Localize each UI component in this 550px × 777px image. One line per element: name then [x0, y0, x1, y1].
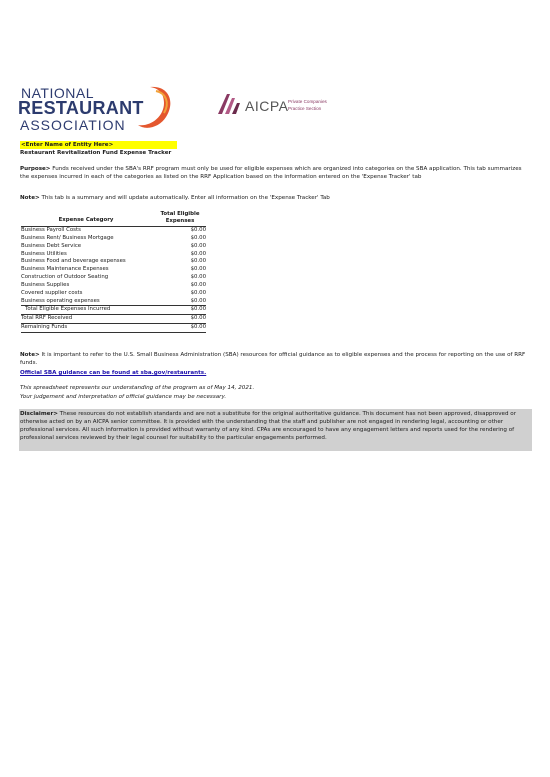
row-value: $0.00 [190, 242, 206, 249]
row-label: Business Debt Service [21, 242, 82, 249]
header-total-eligible: Total Eligible Expenses [160, 211, 200, 225]
table-row [21, 298, 206, 307]
note-summary-text: This tab is a summary and will update automatically. Enter all information on the 'Expense Tracker' Tab [39, 195, 330, 201]
table-row [21, 235, 206, 243]
row-value: $0.00 [190, 266, 206, 273]
purpose-lead: Purpose> [20, 166, 51, 172]
row-value: $0.00 [190, 306, 206, 313]
row-label: Total Eligible Expenses Incurred [25, 306, 111, 313]
table-row-total-rrf [21, 314, 206, 323]
row-label: Business Rent/ Business Mortgage [21, 234, 114, 241]
table-row-remaining [21, 323, 206, 333]
purpose-text: Funds received under the SBA's RRF program must only be used for eligible expenses which are organized into categories on the SBA application. This tab summarizes the expenses incurred in each of the categories as listed on the RRF Application based on the information entered on the 'Expense Tracker' tab [20, 166, 522, 181]
aicpa-wordmark: AICPA [245, 98, 289, 114]
sba-guidance-link[interactable]: Official SBA guidance can be found at sba.gov/restaurants. [20, 370, 207, 376]
nra-logo-line3: ASSOCIATION [20, 117, 126, 133]
note-sba-resources [20, 351, 540, 367]
row-value: $0.00 [190, 250, 206, 257]
disclaimer-text: These resources do not establish standards and are not a substitute for the original authoritative guidance. This document has not been approved, disapproved or otherwise acted on by an AICPA senior committee. It is provided with the understanding that the staff and publisher are not engaged in rendering legal, accounting or other professional services. All such information is provided without warranty of any kind. CPAs are encouraged to have any engagement letters and reports used for the rendering of professional services reviewed by their legal counsel for suitability to the particular engagements performed. [20, 411, 517, 442]
purpose-paragraph [20, 165, 530, 181]
row-value: $0.00 [190, 324, 206, 331]
row-value: $0.00 [190, 258, 206, 265]
row-label: Total RRF Received [21, 315, 73, 322]
judgement-statement: Your judgement and interpretation of official guidance may be necessary. [20, 394, 227, 400]
row-label: Construction of Outdoor Seating [21, 274, 109, 281]
nra-logo-line1: NATIONAL [21, 85, 94, 101]
row-label: Business Supplies [21, 281, 70, 288]
table-row [21, 258, 206, 266]
row-value: $0.00 [190, 227, 206, 233]
row-label: Business Food and beverage expenses [21, 258, 126, 265]
table-row [21, 274, 206, 282]
disclaimer-lead: Disclaimer> [20, 411, 58, 417]
nra-logo-line2: RESTAURANT [18, 98, 144, 118]
as-of-statement: This spreadsheet represents our understanding of the program as of May 14, 2021. [20, 385, 255, 391]
note-summary-lead: Note> [20, 195, 40, 201]
row-label: Remaining Funds [21, 324, 68, 331]
table-row [21, 282, 206, 290]
entity-name-cell[interactable]: <Enter Name of Entity Here> [20, 141, 177, 149]
row-value: $0.00 [190, 234, 206, 241]
aicpa-sub-line1: Private Companies [288, 99, 327, 104]
table-row [21, 243, 206, 251]
row-value: $0.00 [190, 274, 206, 281]
aicpa-mark-icon [216, 92, 242, 116]
row-label: Business operating expenses [21, 297, 100, 304]
header-expense-category: Expense Category [58, 217, 114, 223]
row-label: Business Utilities [21, 250, 67, 257]
disclaimer-box [19, 409, 532, 451]
row-label: Covered supplier costs [21, 289, 83, 296]
row-value: $0.00 [190, 297, 206, 304]
table-row [21, 226, 206, 235]
note-sba-lead: Note> [20, 352, 40, 358]
row-value: $0.00 [190, 289, 206, 296]
row-value: $0.00 [190, 315, 206, 322]
table-row [21, 290, 206, 298]
aicpa-subtitle [288, 99, 327, 113]
table-rows [21, 226, 206, 333]
tracker-title: Restaurant Revitalization Fund Expense Tracker [20, 150, 172, 156]
aicpa-sub-line2: Practice Section [288, 105, 322, 111]
row-label: Business Maintenance Expenses [21, 266, 109, 273]
note-sba-text: It is important to refer to the U.S. Small Business Administration (SBA) resources for official guidance as to eligible expenses and the process for reporting on the use of RRF funds. [20, 352, 526, 367]
row-value: $0.00 [190, 281, 206, 288]
note-summary [20, 194, 530, 202]
row-label: Business Payroll Costs [21, 227, 81, 233]
table-row [21, 251, 206, 259]
table-row [21, 266, 206, 274]
table-row-total-eligible [21, 306, 206, 314]
